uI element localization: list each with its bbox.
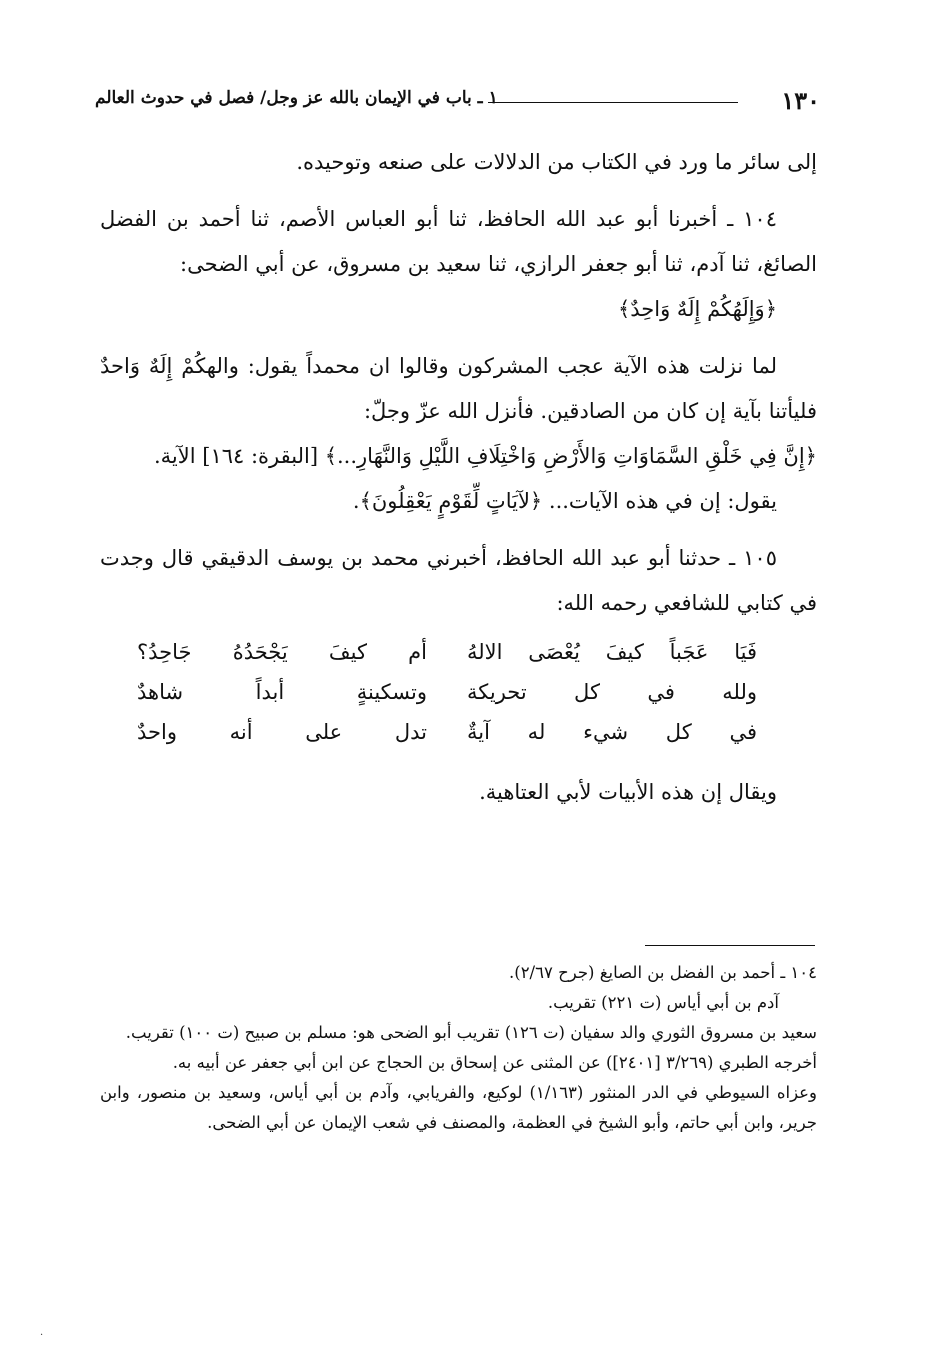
page-number: ١٣٠: [781, 86, 820, 115]
footnote-line: وعزاه السيوطي في الدر المنثور (١/١٦٣) لوكيع، والفريابي، وآدم بن أبي أياس، وسعيد بن منصور، وابن جرير، وابن أبي حاتم، وأبو الشيخ في العظمة، والمصنف في شعب الإيمان عن أبي الضحى.: [100, 1083, 817, 1132]
poem-verse: [100, 672, 757, 712]
poem-verse: [100, 712, 757, 752]
footnote-line: سعيد بن مسروق الثوري والد سفيان (ت ١٢٦) تقريب أبو الضحى هو: مسلم بن صبيح (ت ١٠٠) تقريب.: [125, 1023, 817, 1042]
footnote-line: أخرجه الطبري (٣/٢٦٩ [٢٤٠١]) عن المثنى عن إسحاق بن الحجاج عن ابن أبي جعفر عن أبيه به.: [172, 1053, 817, 1072]
poem-second-hemistich: تدل على أنه واحدٌ: [137, 720, 427, 744]
poem-first-hemistich: في كل شيء له آيةٌ: [467, 720, 757, 744]
paragraph-explanation: يقول: إن في هذه الآيات... ﴿لآيَاتٍ لِّقَوْمٍ يَعْقِلُونَ﴾.: [352, 489, 777, 513]
scan-dot: ·: [40, 1330, 44, 1341]
quran-verse-baqara: ﴿إِنَّ فِي خَلْقِ السَّمَاوَاتِ وَالأَرْضِ وَاخْتِلَافِ اللَّيْلِ وَالنَّهَارِ...﴾ [البقرة: ١٦٤] الآية.: [153, 444, 817, 468]
footnotes: [100, 958, 817, 1138]
hadith-104: ١٠٤ ـ أخبرنا أبو عبد الله الحافظ، ثنا أبو العباس الأصم، ثنا أحمد بن الفضل الصائغ، ثنا آدم، ثنا أبو جعفر الرازي، ثنا سعيد بن مسروق، عن أبي الضحى:: [100, 207, 817, 276]
poem-first-hemistich: فَيَا عَجَباً كيفَ يُعْصَى الالهُ: [467, 640, 757, 664]
paragraph-revelation: لما نزلت هذه الآية عجب المشركون وقالوا ان محمداً يقول: والهكُمْ إِلَهٌ وَاحدٌ فليأتنا بآية إن كان من الصادقين. فأنزل الله عزّ وجلّ:: [100, 354, 817, 423]
main-text: [100, 140, 817, 815]
footnote-104: ١٠٤ ـ أحمد بن الفضل بن الصايغ (جرح ٢/٦٧).: [509, 963, 817, 982]
poem-second-hemistich: أم كيفَ يَجْحَدُهُ جَاحِدُ؟: [137, 640, 427, 664]
paragraph-attribution: ويقال إن هذه الأبيات لأبي العتاهية.: [479, 780, 777, 804]
header-rule: [488, 102, 738, 103]
quran-verse: ﴿وَإِلَهُكُمْ إِلَهٌ وَاحِدٌ﴾: [617, 297, 777, 321]
paragraph-intro: إلى سائر ما ورد في الكتاب من الدلالات على صنعه وتوحيده.: [296, 150, 817, 174]
running-title: ١ ـ باب في الإيمان بالله عز وجل/ فصل في حدوث العالم: [95, 88, 498, 108]
hadith-105: ١٠٥ ـ حدثنا أبو عبد الله الحافظ، أخبرني محمد بن يوسف الدقيقي قال وجدت في كتابي للشافعي رحمه الله:: [100, 546, 817, 615]
poem-verse: [100, 632, 757, 672]
poem-second-hemistich: وتسكينةٍ أبداً شاهدٌ: [137, 680, 427, 704]
page-header: [95, 80, 820, 120]
poem-first-hemistich: ولله في كل تحريكة: [467, 680, 757, 704]
footnote-line: آدم بن أبي أياس (ت ٢٢١) تقريب.: [547, 993, 779, 1012]
poem: [100, 632, 817, 752]
footnote-separator: [645, 945, 815, 946]
